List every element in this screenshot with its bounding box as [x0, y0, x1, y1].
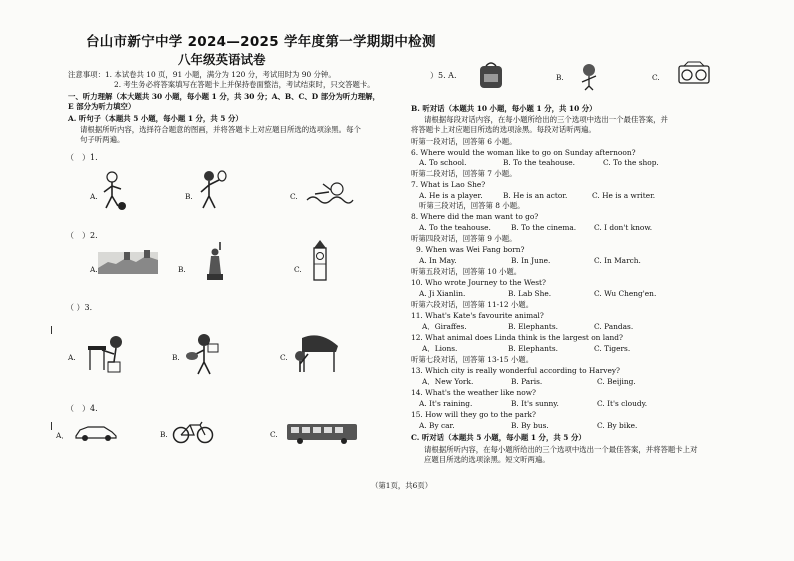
girl-with-ice-cream-icon [578, 62, 600, 90]
page-number: （第1页，共6页） [371, 481, 433, 490]
q11-option-b[interactable]: B. Elephants. [508, 322, 559, 331]
q8-option-b[interactable]: B. To the cinema. [511, 223, 577, 232]
bicycle-icon [172, 420, 214, 444]
q1-option-b[interactable]: B. [185, 192, 193, 201]
swimmer-icon [305, 180, 353, 208]
q5-option-b[interactable]: B. [556, 73, 564, 82]
question-3-number: （ ）3． [66, 303, 98, 312]
listen-dialogue-5: 听第五段对话，回答第 10 小题。 [411, 267, 522, 276]
question-1-number: （ ）1. [66, 153, 98, 162]
q15-option-a[interactable]: A. By car. [419, 421, 455, 430]
big-ben-icon [312, 240, 328, 282]
q4-option-c[interactable]: C. [270, 430, 278, 439]
section-c-instr-cont: 应题目所选的选项涂黑。短文听两遍。 [424, 455, 550, 464]
q4-option-a[interactable]: A． [56, 431, 69, 440]
q2-option-a[interactable]: A. [90, 265, 98, 274]
q7-option-a[interactable]: A. He is a player. [419, 191, 483, 200]
q2-option-c[interactable]: C. [294, 265, 302, 274]
q10-option-b[interactable]: B. Lab She. [508, 289, 552, 298]
q6-option-c[interactable]: C. To the shop. [603, 158, 659, 167]
question-9: 9. When was Wei Fang born? [416, 245, 525, 254]
listen-dialogue-6: 听第六段对话，回答第 11-12 小题。 [411, 300, 534, 309]
q11-option-c[interactable]: C. Pandas. [594, 322, 634, 331]
q3-option-c[interactable]: C. [280, 353, 288, 362]
question-13: 13. Which city is really wonderful according to Harvey? [411, 366, 620, 375]
q6-option-a[interactable]: A. To school. [419, 158, 467, 167]
section-b-instr-cont: 将答题卡上对应题目所选的选项涂黑。每段对话听两遍。 [411, 125, 596, 134]
q10-option-a[interactable]: A. Ji Xianlin. [419, 289, 466, 298]
listen-dialogue-7: 听第七段对话，回答第 13-15 小题。 [411, 355, 534, 364]
question-5-number: ）5. A. [430, 71, 457, 80]
q14-option-c[interactable]: C. It's cloudy. [597, 399, 648, 408]
q2-option-b[interactable]: B. [178, 265, 186, 274]
q1-option-a[interactable]: A. [90, 192, 98, 201]
q6-option-b[interactable]: B. To the teahouse. [503, 158, 575, 167]
boy-playing-piano-icon [86, 332, 126, 374]
bus-icon [286, 422, 358, 444]
part1-heading-cont: E 部分为听力填空） [68, 102, 136, 111]
q8-option-a[interactable]: A. To the teahouse. [419, 223, 491, 232]
section-c-instr: 请根据所听内容，在每小题所给出的三个选项中选出一个最佳答案，并将答题卡上对 [424, 445, 698, 454]
radio-icon [678, 62, 710, 84]
backpack-icon [478, 60, 504, 90]
q5-option-c[interactable]: C. [652, 73, 660, 82]
question-12: 12. What animal does Linda think is the largest on land? [411, 333, 623, 342]
q11-option-a[interactable]: A．Giraffes. [422, 322, 467, 331]
q4-option-b[interactable]: B. [160, 430, 168, 439]
q10-option-c[interactable]: C. Wu Cheng'en. [594, 289, 657, 298]
q14-option-b[interactable]: B. It's sunny. [511, 399, 559, 408]
q14-option-a[interactable]: A. It's raining. [419, 399, 473, 408]
great-wall-icon [98, 246, 158, 276]
q3-option-b[interactable]: B. [172, 353, 180, 362]
question-2-number: （ ）2. [66, 231, 98, 240]
q12-option-c[interactable]: C. Tigers. [594, 344, 631, 353]
car-icon [74, 424, 118, 442]
question-7: 7. What is Lao She? [411, 180, 486, 189]
page-subtitle: 八年级英语试卷 [178, 52, 266, 67]
section-c-heading: C. 听对话（本题共 5 小题，每小题 1 分，共 5 分） [411, 433, 586, 442]
scan-mark [51, 422, 52, 430]
section-b-instr: 请根据每段对话内容，在每小题所给出的三个选项中选出一个最佳答案，并 [424, 115, 668, 124]
q13-option-a[interactable]: A．New York. [422, 377, 474, 386]
q9-option-b[interactable]: B. In June. [511, 256, 551, 265]
question-4-number: （ ）4. [66, 404, 98, 413]
part1-heading: 一、听力理解（本大题共 30 小题，每小题 1 分，共 30 分；A、B、C、D 部分为听力理解， [68, 92, 380, 101]
scan-mark [51, 326, 52, 334]
q1-option-c[interactable]: C. [290, 192, 298, 201]
q8-option-c[interactable]: C. I don't know. [594, 223, 653, 232]
girl-playing-drum-icon [184, 332, 224, 376]
listen-dialogue-3: 听第三段对话，回答第 8 小题。 [419, 201, 525, 210]
question-6: 6. Where would the woman like to go on Sunday afternoon? [411, 148, 636, 157]
question-14: 14. What's the weather like now? [411, 388, 536, 397]
question-15: 15. How will they go to the park? [411, 410, 536, 419]
question-8: 8. Where did the man want to go? [411, 212, 539, 221]
q3-option-a[interactable]: A. [68, 353, 76, 362]
q9-option-a[interactable]: A. In May. [419, 256, 457, 265]
question-10: 10. Who wrote Journey to the West? [411, 278, 546, 287]
section-b-heading: B. 听对话（本题共 10 小题，每小题 1 分，共 10 分） [411, 104, 597, 113]
girl-playing-tennis-icon [195, 168, 227, 212]
statue-of-liberty-icon [204, 240, 228, 282]
q13-option-c[interactable]: C. Beijing. [597, 377, 636, 386]
notes-line-2: 2. 考生务必将答案填写在答题卡上并保持卷面整洁，考试结束时，只交答题卡。 [114, 80, 375, 89]
q13-option-b[interactable]: B. Paris. [511, 377, 543, 386]
listen-dialogue-2: 听第二段对话，回答第 7 小题。 [411, 169, 517, 178]
man-playing-grand-piano-icon [292, 332, 342, 378]
q15-option-c[interactable]: C. By bike. [597, 421, 638, 430]
q9-option-c[interactable]: C. In March. [594, 256, 641, 265]
q7-option-b[interactable]: B. He is an actor. [503, 191, 568, 200]
listen-dialogue-1: 听第一段对话，回答第 6 小题。 [411, 137, 517, 146]
notes-line-1: 注意事项：1. 本试卷共 10 页，91 小题，满分为 120 分，考试用时为 90 分钟。 [68, 70, 336, 79]
q15-option-b[interactable]: B. By bus. [511, 421, 549, 430]
boy-with-football-icon [98, 170, 128, 212]
section-a-heading: A. 听句子（本题共 5 小题，每小题 1 分，共 5 分） [68, 114, 243, 123]
section-a-instr: 请根据所听内容，选择符合题意的图画，并将答题卡上对应题目所选的选项涂黑。每个 [80, 125, 361, 134]
q12-option-a[interactable]: A．Lions. [422, 344, 458, 353]
listen-dialogue-4: 听第四段对话，回答第 9 小题。 [411, 234, 517, 243]
page-title: 台山市新宁中学 2024—2025 学年度第一学期期中检测 [86, 34, 436, 50]
question-11: 11. What's Kate's favourite animal? [411, 311, 544, 320]
q12-option-b[interactable]: B. Elephants. [508, 344, 559, 353]
q7-option-c[interactable]: C. He is a writer. [592, 191, 656, 200]
section-a-instr-cont: 句子听两遍。 [80, 135, 125, 144]
